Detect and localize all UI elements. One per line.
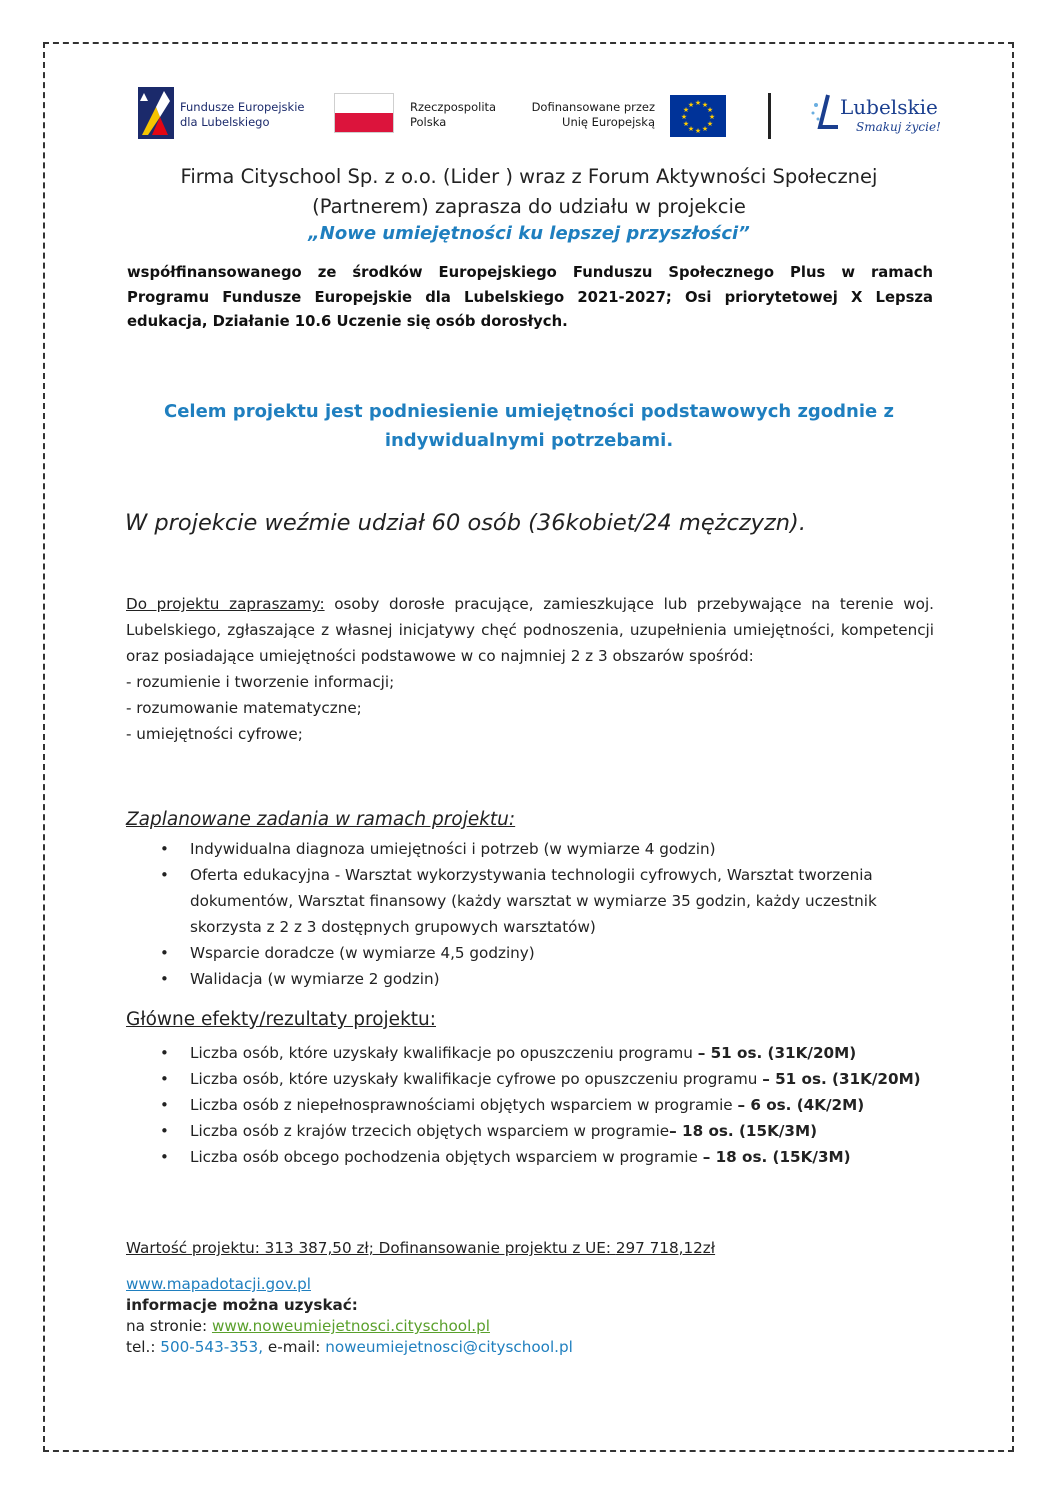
invite-area-item: - rozumienie i tworzenie informacji; — [126, 673, 395, 691]
goal-line-1: Celem projektu jest podniesienie umiejętności podstawowych zgodnie z — [163, 401, 894, 422]
svg-text:★: ★ — [694, 99, 702, 107]
svg-text:★: ★ — [682, 106, 690, 114]
fundusze-europejskie-text — [180, 100, 304, 130]
svg-text:★: ★ — [687, 125, 695, 133]
lubelskie-slogan: Smakuj życie! — [856, 120, 941, 134]
svg-text:★: ★ — [682, 120, 690, 128]
eu-cofunding-text — [525, 100, 655, 130]
email-link[interactable]: noweumiejetnosci@cityschool.pl — [325, 1338, 573, 1356]
invite-text: osoby dorosłe pracujące, zamieszkujące lub przebywające na terenie woj. Lubelskiego, zgłaszające z własnej inicjatywy chęć podnoszenia, uzupełnienia umiejętności, kompetencji oraz posiadające umiejętności podstawowe w co najmniej 2 z 3 obszarów spośród: — [126, 595, 934, 665]
fundusze-europejskie-logo — [138, 87, 174, 139]
project-title: „Nowe umiejętności ku lepszej przyszłości” — [308, 223, 750, 244]
svg-text:★: ★ — [701, 101, 709, 109]
contact-footer — [126, 1274, 573, 1358]
invite-area-item: - rozumowanie matematyczne; — [126, 699, 362, 717]
eu-funding-amount: 297 718,12zł — [615, 1239, 716, 1257]
task-item: • Walidacja (w wymiarze 2 godzin) — [160, 966, 934, 992]
lubelskie-name: Lubelskie — [840, 95, 938, 119]
info-label: informacje można uzyskać: — [126, 1296, 358, 1314]
task-item: • Indywidualna diagnoza umiejętności i potrzeb (w wymiarze 4 godzin) — [160, 836, 934, 862]
intro-line-2: (Partnerem) zaprasza do udziału w projekcie — [312, 195, 746, 218]
participants-count: W projekcie weźmie udział 60 osób (36kobiet/24 mężczyzn). — [125, 510, 806, 536]
invite-section — [126, 591, 934, 747]
intro-line-1: Firma Cityschool Sp. z o.o. (Lider ) wraz z Forum Aktywności Społecznej — [180, 165, 878, 188]
effect-item: • Liczba osób z niepełnosprawnościami objętych wsparciem w programie – 6 os. (4K/2M) — [160, 1092, 934, 1118]
tel-label: tel.: — [126, 1338, 161, 1356]
task-item: • Oferta edukacyjna - Warsztat wykorzystywania technologii cyfrowych, Warsztat tworzenia dokumentów, Warsztat finansowy (każdy warsztat w wymiarze 35 godzin, każdy uczestnik skorzysta z 2 z 3 dostępnych grupowych warsztatów) — [160, 862, 934, 940]
effects-heading: Główne efekty/rezultaty projektu: — [126, 1009, 436, 1030]
invite-paragraph — [126, 591, 934, 669]
logos-strip — [138, 79, 955, 157]
project-value — [126, 1239, 715, 1257]
effect-item: • Liczba osób, które uzyskały kwalifikacje po opuszczeniu programu – 51 os. (31K/20M) — [160, 1040, 934, 1066]
svg-text:★: ★ — [687, 101, 695, 109]
dof-line-1: Dofinansowane przez — [531, 100, 655, 114]
svg-text:★: ★ — [708, 113, 716, 121]
fe-line-2: dla Lubelskiego — [180, 115, 270, 129]
invite-label: Do projektu zapraszamy: — [126, 595, 325, 613]
rzeczpospolita-text — [410, 100, 496, 130]
rp-line-2: Polska — [410, 115, 447, 129]
invite-area-item: - umiejętności cyfrowe; — [126, 725, 303, 743]
task-item: • Wsparcie doradcze (w wymiarze 4,5 godziny) — [160, 940, 934, 966]
eu-flag — [670, 95, 726, 137]
invite-areas-list — [126, 669, 934, 747]
page-label: na stronie: — [126, 1317, 212, 1335]
intro — [100, 162, 958, 222]
dof-line-2: Unię Europejską — [562, 115, 655, 129]
mapadotacji-link[interactable]: www.mapadotacji.gov.pl — [126, 1275, 311, 1293]
effect-item: • Liczba osób obcego pochodzenia objętych wsparciem w programie – 18 os. (15K/3M) — [160, 1144, 934, 1170]
tasks-list — [160, 836, 934, 992]
tasks-heading: Zaplanowane zadania w ramach projektu: — [126, 809, 516, 830]
project-website-link[interactable]: www.noweumiejetnosci.cityschool.pl — [211, 1317, 490, 1335]
svg-text:★: ★ — [706, 106, 714, 114]
effect-item: • Liczba osób, które uzyskały kwalifikacje cyfrowe po opuszczeniu programu – 51 os. (31K/20M) — [160, 1066, 934, 1092]
email-label: e-mail: — [263, 1338, 326, 1356]
effect-item: • Liczba osób z krajów trzecich objętych wsparciem w programie– 18 os. (15K/3M) — [160, 1118, 934, 1144]
effects-list — [160, 1040, 934, 1170]
lubelskie-emblem-icon — [810, 93, 840, 133]
rp-line-1: Rzeczpospolita — [410, 100, 497, 114]
value-text: Wartość projektu: 313 387,50 zł; Dofinansowanie projektu z UE: — [126, 1239, 616, 1257]
goal-line-2: indywidualnymi potrzebami. — [384, 430, 674, 451]
project-goal — [100, 397, 958, 455]
poland-flag — [334, 93, 394, 133]
phone-number[interactable]: 500-543-353, — [160, 1338, 264, 1356]
cofinancing-text: współfinansowanego ze środków Europejskiego Funduszu Społecznego Plus w ramach Programu Fundusze Europejskie dla Lubelskiego 2021-2027; Osi priorytetowej X Lepsza edukacja, Działanie 10.6 Uczenie się osób dorosłych. — [127, 264, 933, 330]
svg-text:★: ★ — [694, 127, 702, 135]
svg-text:★: ★ — [701, 125, 709, 133]
fe-line-1: Fundusze Europejskie — [180, 100, 305, 114]
lubelskie-logo — [810, 89, 955, 145]
logo-separator — [768, 93, 771, 139]
svg-text:★: ★ — [680, 113, 688, 121]
svg-text:★: ★ — [706, 120, 714, 128]
